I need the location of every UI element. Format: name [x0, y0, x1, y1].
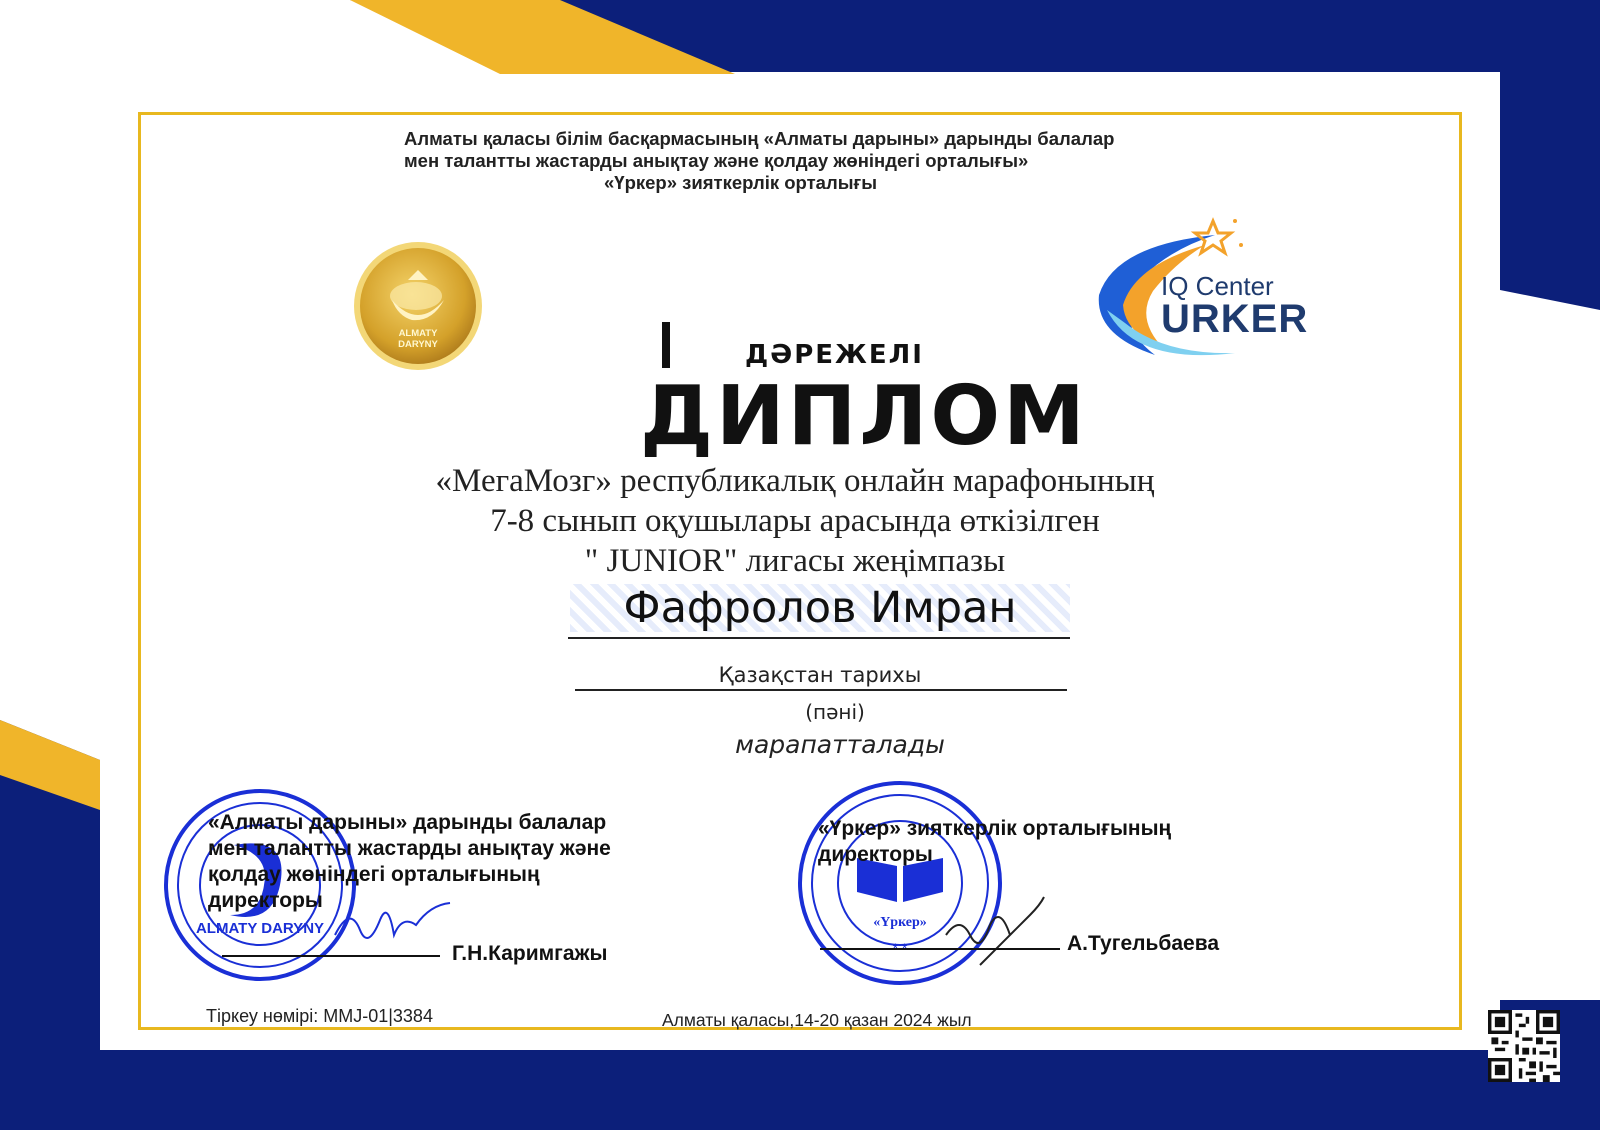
logo-left-line-2: DARYNY [398, 339, 438, 350]
left-signer-name: Г.Н.Каримгажы [452, 942, 608, 965]
right-director-title-1: «Үркер» зияткерлік орталығының [818, 817, 1172, 840]
subject-name: Қазақстан тарихы [718, 663, 922, 687]
subject-note: (пәні) [805, 700, 865, 724]
left-director-title-4: директоры [208, 889, 323, 912]
place-and-date: Алматы қаласы,14-20 қазан 2024 жыл [662, 1010, 972, 1030]
name-underline [568, 637, 1070, 639]
registration-number: Тіркеу нөмірі: ММJ-01|3384 [206, 1006, 433, 1026]
left-signature-line [222, 955, 440, 957]
left-director-title-2: мен талантты жастарды анықтау және [208, 837, 611, 860]
left-director-title-1: «Алматы дарыны» дарынды балалар [208, 811, 607, 834]
subject-underline [575, 689, 1067, 691]
description-line-2: 7-8 сынып оқушылары арасында өткізілген [490, 503, 1100, 539]
header-line-1: Алматы қаласы білім басқармасының «Алматы дарыны» дарынды балалар [404, 128, 1115, 149]
left-stamp-text: ALMATY DARYNY [195, 920, 325, 937]
qr-code-icon [1488, 1010, 1560, 1082]
right-stamp-text: «Үркер» [873, 915, 927, 930]
left-director-title-3: қолдау жөніндегі орталығының [208, 863, 540, 886]
degree-label: ДӘРЕЖЕЛІ [745, 340, 924, 370]
degree-roman-numeral [662, 322, 670, 368]
header-line-3: «Үркер» зияткерлік орталығы [604, 172, 878, 193]
header-line-2: мен талантты жастарды анықтау және қолдау жөніндегі орталығы» [404, 150, 1029, 171]
right-signature-line [820, 948, 1060, 950]
gold-medallion-icon [352, 240, 484, 372]
logo-left-line-1: ALMATY [398, 328, 438, 339]
iq-center-urker-logo [1095, 215, 1325, 365]
left-signature-icon [330, 895, 470, 955]
winner-name: Фафролов Имран [570, 584, 1070, 632]
description-line-1: «МегаМозг» республикалық онлайн марафонының [435, 463, 1155, 499]
awarded-text: марапатталады [735, 730, 945, 759]
issuer-header [380, 128, 1280, 194]
logo-right-line-1: IQ Center [1161, 271, 1274, 301]
right-signature-icon [940, 895, 1050, 975]
logo-right-line-2: URKER [1161, 297, 1309, 341]
right-director-title-2: директоры [818, 843, 933, 866]
diploma-title: ДИПЛОМ [640, 369, 1088, 464]
almaty-daryny-logo [352, 240, 484, 377]
description-line-3: " JUNIOR" лигасы жеңімпазы [584, 543, 1006, 579]
right-signer-name: А.Тугельбаева [1067, 932, 1220, 955]
